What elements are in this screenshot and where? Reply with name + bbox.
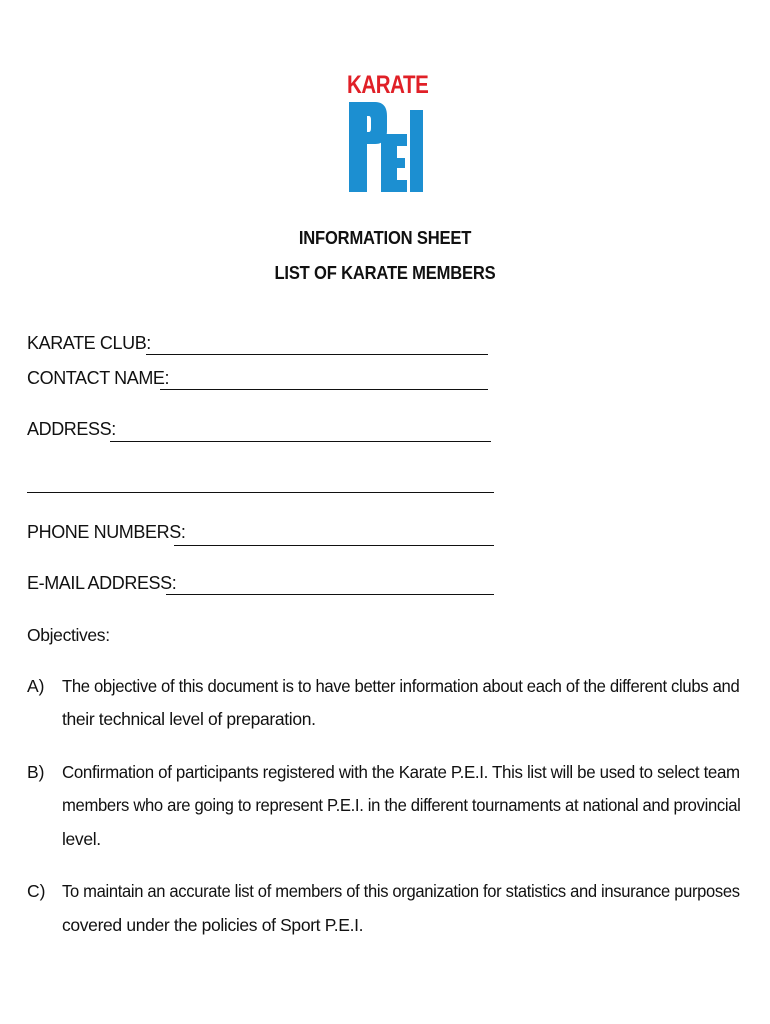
address-input-line[interactable] [110,441,491,442]
address-second-input-line[interactable] [27,492,494,493]
objective-b-line-2: members who are going to represent P.E.I. in the different tournaments at national and provincial [62,795,741,815]
contact-name-input-line[interactable] [160,389,488,390]
objective-c-line-1: To maintain an accurate list of members of this organization for statistics and insurance purposes [62,881,740,901]
objectives-heading: Objectives: [27,625,110,645]
document-subtitle: LIST OF KARATE MEMBERS [274,263,496,283]
club-input-line[interactable] [146,354,488,355]
address-label: ADDRESS: [27,419,116,439]
phone-numbers-label: PHONE NUMBERS: [27,522,186,542]
document-title: INFORMATION SHEET [298,228,472,248]
objective-a-line-1: The objective of this document is to have better information about each of the different clubs and [62,676,740,696]
logo-word-karate: KARATE [347,71,429,99]
objective-a-marker: A) [27,676,45,696]
objective-b-line-1: Confirmation of participants registered with the Karate P.E.I. This list will be used to select team [62,762,740,782]
objective-b-line-3: level. [62,829,101,849]
email-address-label: E-MAIL ADDRESS: [27,573,177,593]
contact-name-label: CONTACT NAME: [27,368,170,388]
email-address-input-line[interactable] [166,594,494,595]
objective-a-line-2: their technical level of preparation. [62,709,316,729]
objective-b-marker: B) [27,762,45,782]
phone-numbers-input-line[interactable] [174,545,494,546]
objective-c-line-2: covered under the policies of Sport P.E.I. [62,915,364,935]
objective-c-marker: C) [27,881,46,901]
logo-pei-letters-icon [347,100,425,194]
karate-pei-logo [347,71,429,194]
club-label: KARATE CLUB: [27,333,151,353]
